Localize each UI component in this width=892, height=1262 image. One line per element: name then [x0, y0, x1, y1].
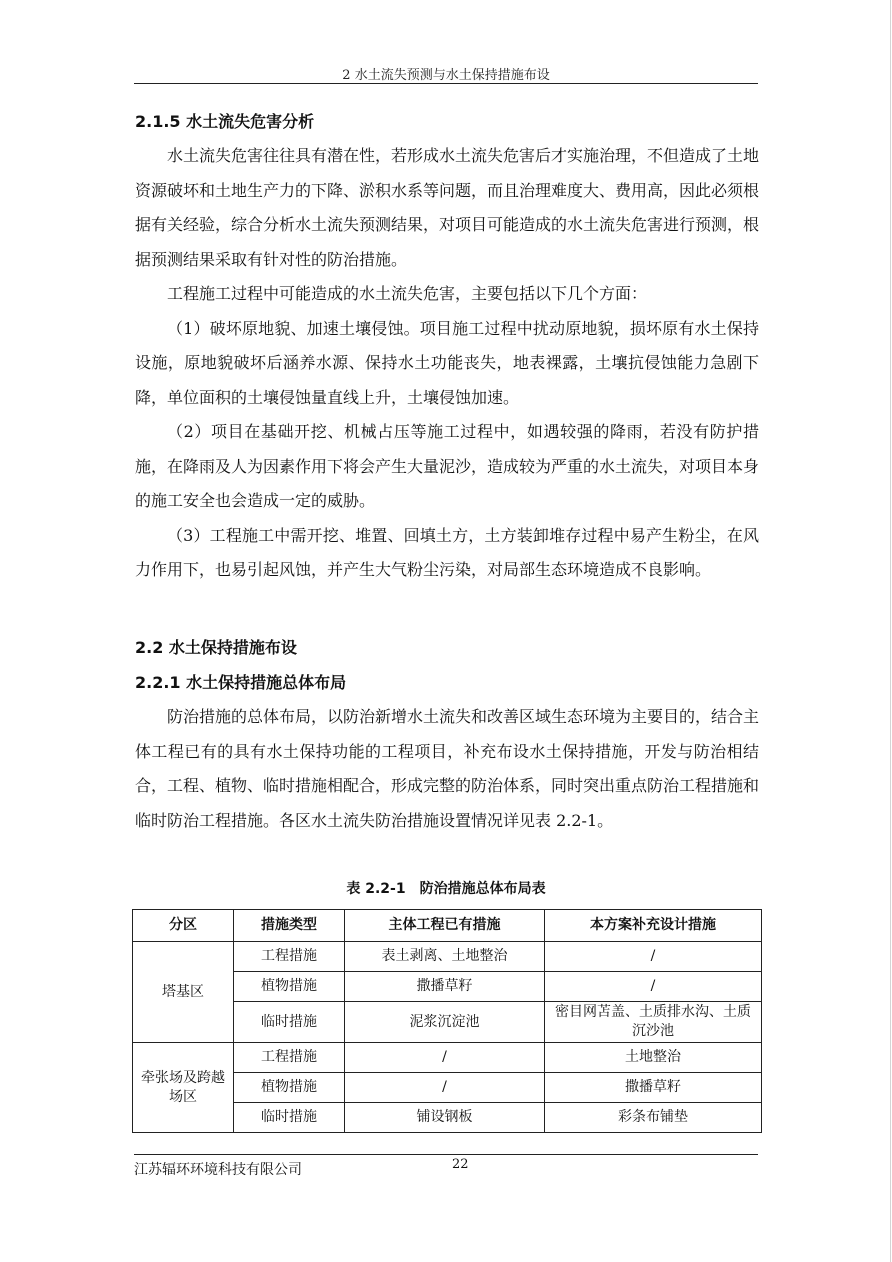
existing-cell: 铺设钢板: [345, 1103, 545, 1133]
supplementary-cell: 土地整治: [545, 1043, 762, 1073]
heading-2-2: 2.2 水土保持措施布设: [135, 638, 297, 657]
paragraph: 防治措施的总体布局，以防治新增水土流失和改善区域生态环境为主要目的，结合主体工程已有的具有水土保持功能的工程项目，补充布设水土保持措施，开发与防治相结合，工程、植物、临时措施相配合，形成完整的防治体系，同时突出重点防治工程措施和临时防治工程措施。各区水土流失防治措施设置情况详见表 2.2-1。: [135, 707, 760, 830]
page-number: 22: [452, 1157, 469, 1172]
paragraph: （2）项目在基础开挖、机械占压等施工过程中，如遇较强的降雨，若没有防护措施，在降雨及人为因素作用下将会产生大量泥沙，造成较为严重的水土流失，对项目本身的施工安全也会造成一定的威胁。: [135, 422, 760, 510]
heading-2-2-1: 2.2.1 水土保持措施总体布局: [135, 673, 347, 692]
measures-layout-table: [132, 909, 762, 1133]
supplementary-cell: /: [545, 972, 762, 1002]
paragraph: （1）破坏原地貌、加速土壤侵蚀。项目施工过程中扰动原地貌，损坏原有水土保持设施，原地貌破坏后涵养水源、保持水土功能丧失，地表裸露，土壤抗侵蚀能力急剧下降，单位面积的土壤侵蚀量直线上升，土壤侵蚀加速。: [135, 318, 759, 407]
type-cell: 临时措施: [234, 1002, 345, 1043]
type-cell: 工程措施: [234, 1043, 345, 1073]
existing-cell: 泥浆沉淀池: [345, 1002, 545, 1043]
existing-cell: /: [345, 1073, 545, 1103]
existing-cell: 撒播草籽: [345, 972, 545, 1002]
heading-2-1-5: 2.1.5 水土流失危害分析: [135, 112, 315, 131]
type-cell: 植物措施: [234, 972, 345, 1002]
supplementary-cell: 密目网苫盖、土质排水沟、土质沉沙池: [545, 1002, 762, 1043]
zone-cell: 牵张场及跨越场区: [133, 1043, 234, 1133]
section-2-2-1-body: [135, 700, 759, 838]
paragraph: 水土流失危害往往具有潜在性，若形成水土流失危害后才实施治理，不但造成了土地资源破坏和土地生产力的下降、淤积水系等问题，而且治理难度大、费用高，因此必须根据有关经验，综合分析水土流失预测结果，对项目可能造成的水土流失危害进行预测，根据预测结果采取有针对性的防治措施。: [135, 146, 760, 269]
footer-company: 江苏辐环环境科技有限公司: [134, 1162, 302, 1178]
supplementary-cell: /: [545, 942, 762, 972]
table-row: [133, 1043, 762, 1073]
zone-cell: 塔基区: [133, 942, 234, 1043]
footer-rule: [134, 1154, 758, 1155]
column-header: 主体工程已有措施: [345, 910, 545, 942]
section-2-1-5-body: [135, 139, 759, 588]
supplementary-cell: 撒播草籽: [545, 1073, 762, 1103]
column-header: 本方案补充设计措施: [545, 910, 762, 942]
type-cell: 植物措施: [234, 1073, 345, 1103]
header-rule: [134, 83, 758, 84]
paragraph: 工程施工过程中可能造成的水土流失危害，主要包括以下几个方面：: [167, 284, 648, 303]
paragraph: （3）工程施工中需开挖、堆置、回填土方，土方装卸堆存过程中易产生粉尘，在风力作用下，也易引起风蚀，并产生大气粉尘污染，对局部生态环境造成不良影响。: [135, 525, 759, 579]
column-header: 措施类型: [234, 910, 345, 942]
running-header: 2 水土流失预测与水土保持措施布设: [342, 68, 550, 83]
table-header-row: [133, 910, 762, 942]
existing-cell: /: [345, 1043, 545, 1073]
existing-cell: 表土剥离、土地整治: [345, 942, 545, 972]
table-caption: 表 2.2-1 防治措施总体布局表: [346, 881, 546, 897]
column-header: 分区: [133, 910, 234, 942]
table-row: [133, 942, 762, 972]
supplementary-cell: 彩条布铺垫: [545, 1103, 762, 1133]
type-cell: 工程措施: [234, 942, 345, 972]
type-cell: 临时措施: [234, 1103, 345, 1133]
